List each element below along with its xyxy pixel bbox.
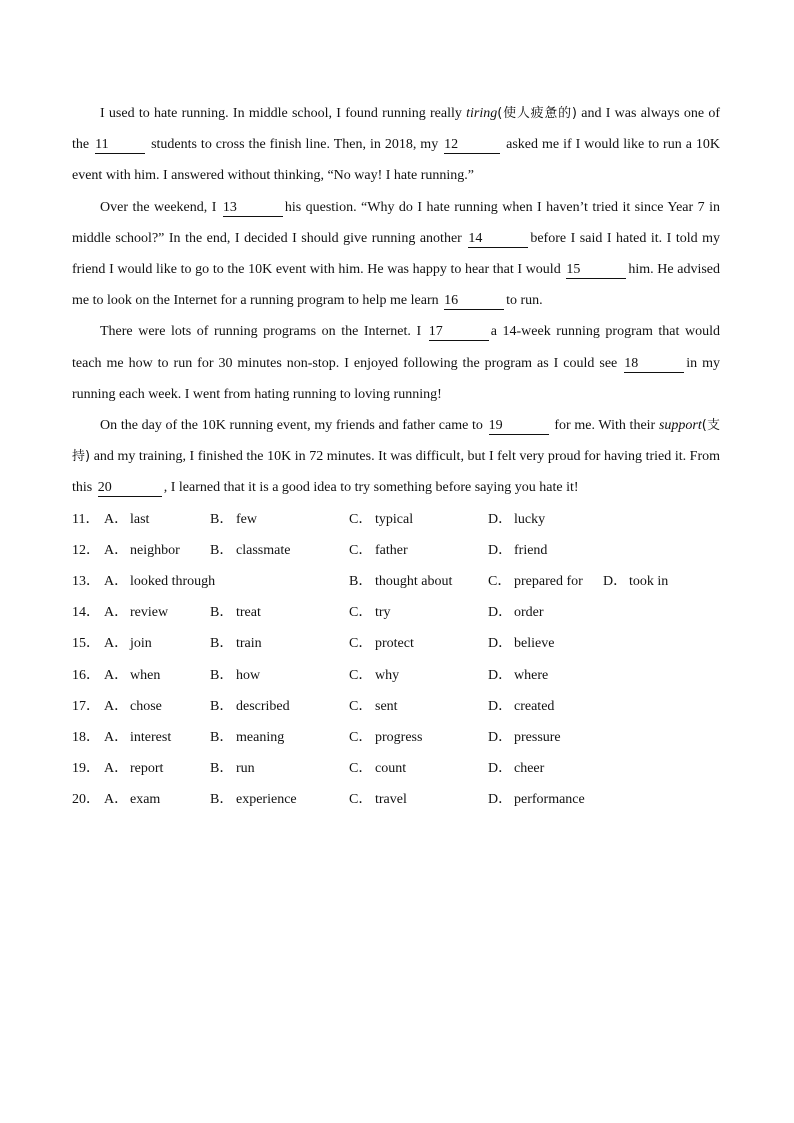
option-letter: D． — [488, 511, 513, 527]
option-letter: B． — [210, 636, 234, 652]
option-letter: C． — [349, 729, 373, 745]
paragraph-2 — [72, 192, 720, 317]
option-text: friend — [514, 542, 548, 558]
option-text: cheer — [514, 761, 545, 777]
option-text: treat — [236, 605, 261, 621]
option-letter: C． — [349, 698, 373, 714]
option-b — [210, 628, 262, 659]
option-letter: D． — [488, 605, 513, 621]
option-a — [104, 660, 160, 691]
question-row — [72, 660, 720, 691]
option-letter: B． — [349, 574, 373, 590]
question-number: 20． — [72, 792, 100, 808]
option-letter: C． — [349, 542, 373, 558]
option-letter: B． — [210, 605, 234, 621]
option-text: how — [236, 667, 261, 683]
option-a — [104, 535, 180, 566]
option-letter: B． — [210, 511, 234, 527]
question-number: 19． — [72, 761, 100, 777]
option-letter: C． — [349, 667, 373, 683]
paragraph-4 — [72, 410, 720, 504]
option-a — [104, 722, 171, 753]
text: his question. “Why do I hate running when I haven’t tried it since Year 7 in middle school?” In the end, I decided I should give running another — [72, 199, 720, 246]
option-text: described — [236, 698, 290, 714]
question-number: 16． — [72, 667, 100, 683]
italic-word: tiring — [466, 106, 498, 121]
answer-options — [72, 504, 720, 816]
option-a — [104, 691, 162, 722]
blank-14: 14 — [468, 231, 528, 248]
blank-13: 13 — [223, 200, 283, 217]
text: for me. With their — [550, 418, 659, 434]
option-letter: B． — [210, 729, 234, 745]
document-page — [72, 98, 720, 816]
option-letter: C． — [349, 792, 373, 808]
option-b — [210, 660, 260, 691]
option-text: review — [130, 605, 169, 621]
option-letter: D． — [488, 792, 513, 808]
paragraph-3 — [72, 316, 720, 410]
option-letter: A． — [104, 761, 129, 777]
option-letter: D． — [488, 729, 513, 745]
option-letter: A． — [104, 574, 129, 590]
option-c — [349, 784, 407, 815]
option-d — [488, 535, 547, 566]
chinese-gloss: (支持) — [72, 418, 721, 465]
option-letter: A． — [104, 605, 129, 621]
option-c — [349, 660, 399, 691]
question-row — [72, 504, 720, 535]
option-letter: C． — [349, 636, 373, 652]
option-letter: D． — [488, 698, 513, 714]
question-row — [72, 691, 720, 722]
option-a — [104, 784, 160, 815]
text: in my running each week. I went from hating running to loving running! — [72, 355, 720, 402]
question-row — [72, 722, 720, 753]
option-d — [488, 722, 561, 753]
question-row — [72, 753, 720, 784]
option-text: took in — [629, 574, 669, 590]
option-text: meaning — [236, 729, 285, 745]
option-text: neighbor — [130, 542, 180, 558]
option-text: progress — [375, 729, 423, 745]
option-text: why — [375, 667, 400, 683]
option-text: try — [375, 605, 391, 621]
option-letter: A． — [104, 667, 129, 683]
option-d — [488, 691, 554, 722]
option-text: run — [236, 761, 255, 777]
text: Over the weekend, I — [100, 199, 221, 215]
option-letter: D． — [488, 542, 513, 558]
question-number: 15． — [72, 636, 100, 652]
question-number: 17． — [72, 698, 100, 714]
question-number: 12． — [72, 542, 100, 558]
option-text: few — [236, 511, 257, 527]
option-d — [488, 597, 544, 628]
option-a — [104, 566, 215, 597]
option-text: travel — [375, 792, 407, 808]
option-letter: C． — [349, 761, 373, 777]
option-letter: B． — [210, 761, 234, 777]
option-letter: A． — [104, 792, 129, 808]
option-b — [349, 566, 452, 597]
option-text: experience — [236, 792, 297, 808]
option-b — [210, 535, 290, 566]
option-text: prepared for — [514, 574, 583, 590]
option-letter: D． — [488, 636, 513, 652]
option-text: typical — [375, 511, 414, 527]
option-letter: D． — [488, 667, 513, 683]
option-letter: C． — [349, 605, 373, 621]
text: On the day of the 10K running event, my friends and father came to — [100, 418, 487, 434]
option-b — [210, 753, 255, 784]
option-text: pressure — [514, 729, 561, 745]
option-d — [488, 660, 548, 691]
question-row — [72, 628, 720, 659]
option-c — [349, 504, 413, 535]
question-number: 18． — [72, 729, 100, 745]
option-text: protect — [375, 636, 414, 652]
option-text: performance — [514, 792, 585, 808]
blank-19: 19 — [489, 418, 549, 435]
option-text: exam — [130, 792, 161, 808]
option-c — [349, 691, 398, 722]
text: and I was always one of the — [72, 106, 720, 153]
blank-20: 20 — [98, 480, 162, 497]
option-c — [349, 722, 422, 753]
option-letter: B． — [210, 542, 234, 558]
option-c — [349, 628, 414, 659]
option-letter: D． — [603, 574, 628, 590]
question-row — [72, 535, 720, 566]
option-letter: B． — [210, 792, 234, 808]
option-text: lucky — [514, 511, 546, 527]
option-letter: B． — [210, 698, 234, 714]
option-d — [488, 504, 545, 535]
option-c — [488, 566, 583, 597]
option-b — [210, 691, 290, 722]
text: him. He advised me to look on the Internet for a running program to help me learn — [72, 262, 720, 309]
paragraph-1 — [72, 98, 720, 192]
option-d — [488, 753, 544, 784]
blank-11: 11 — [95, 137, 145, 154]
blank-17: 17 — [429, 324, 489, 341]
option-text: order — [514, 605, 544, 621]
option-text: report — [130, 761, 164, 777]
text: There were lots of running programs on the Internet. I — [100, 324, 427, 340]
option-text: chose — [130, 698, 162, 714]
option-a — [104, 597, 168, 628]
option-text: interest — [130, 729, 172, 745]
text: I used to hate running. In middle school, I found running really — [100, 106, 467, 121]
blank-18: 18 — [624, 356, 684, 373]
option-text: train — [236, 636, 262, 652]
option-text: looked through — [130, 574, 216, 590]
option-text: father — [375, 542, 408, 558]
option-d — [488, 628, 554, 659]
chinese-gloss: (使人疲惫的) — [497, 106, 577, 121]
text: , I learned that it is a good idea to try something before saying you hate it! — [163, 480, 579, 496]
option-a — [104, 504, 149, 535]
option-letter: D． — [488, 761, 513, 777]
option-a — [104, 628, 152, 659]
option-b — [210, 597, 261, 628]
text: students to cross the finish line. Then, in 2018, my — [147, 137, 443, 153]
option-letter: A． — [104, 698, 129, 714]
option-text: sent — [375, 698, 398, 714]
text: and my training, I finished the 10K in 72 minutes. It was difficult, but I felt very proud for having tried it. From this — [72, 449, 720, 496]
option-text: last — [130, 511, 150, 527]
blank-16: 16 — [444, 293, 504, 310]
question-number: 13． — [72, 574, 100, 590]
text: asked me if I would like to run a 10K event with him. I answered without thinking, “No way! I hate running.” — [72, 137, 720, 184]
text: a 14-week running program that would teach me how to run for 30 minutes non-stop. I enjoyed following the program as I could see — [72, 324, 720, 371]
option-b — [210, 784, 297, 815]
option-b — [210, 504, 257, 535]
question-number: 11． — [72, 511, 100, 527]
cloze-passage — [72, 98, 720, 504]
question-row — [72, 784, 720, 815]
text: to run. — [506, 293, 543, 309]
question-row — [72, 566, 720, 597]
option-text: created — [514, 698, 555, 714]
option-letter: C． — [349, 511, 373, 527]
option-letter: A． — [104, 636, 129, 652]
blank-12: 12 — [444, 137, 500, 154]
option-letter: A． — [104, 729, 129, 745]
option-text: classmate — [236, 542, 291, 558]
option-a — [104, 753, 163, 784]
question-number: 14． — [72, 605, 100, 621]
option-text: when — [130, 667, 161, 683]
option-text: thought about — [375, 574, 453, 590]
option-c — [349, 535, 408, 566]
option-d — [603, 566, 668, 597]
option-text: believe — [514, 636, 555, 652]
option-text: where — [514, 667, 549, 683]
option-letter: A． — [104, 542, 129, 558]
blank-15: 15 — [566, 262, 626, 279]
option-b — [210, 722, 284, 753]
question-row — [72, 597, 720, 628]
option-letter: B． — [210, 667, 234, 683]
text: before I said I hated it. I told my friend I would like to go to the 10K event with him. He was happy to hear that I would — [72, 230, 721, 278]
option-letter: A． — [104, 511, 129, 527]
option-letter: C． — [488, 574, 512, 590]
option-text: join — [130, 636, 152, 652]
option-text: count — [375, 761, 407, 777]
option-d — [488, 784, 585, 815]
option-c — [349, 597, 391, 628]
italic-word: support — [658, 418, 702, 434]
option-c — [349, 753, 406, 784]
